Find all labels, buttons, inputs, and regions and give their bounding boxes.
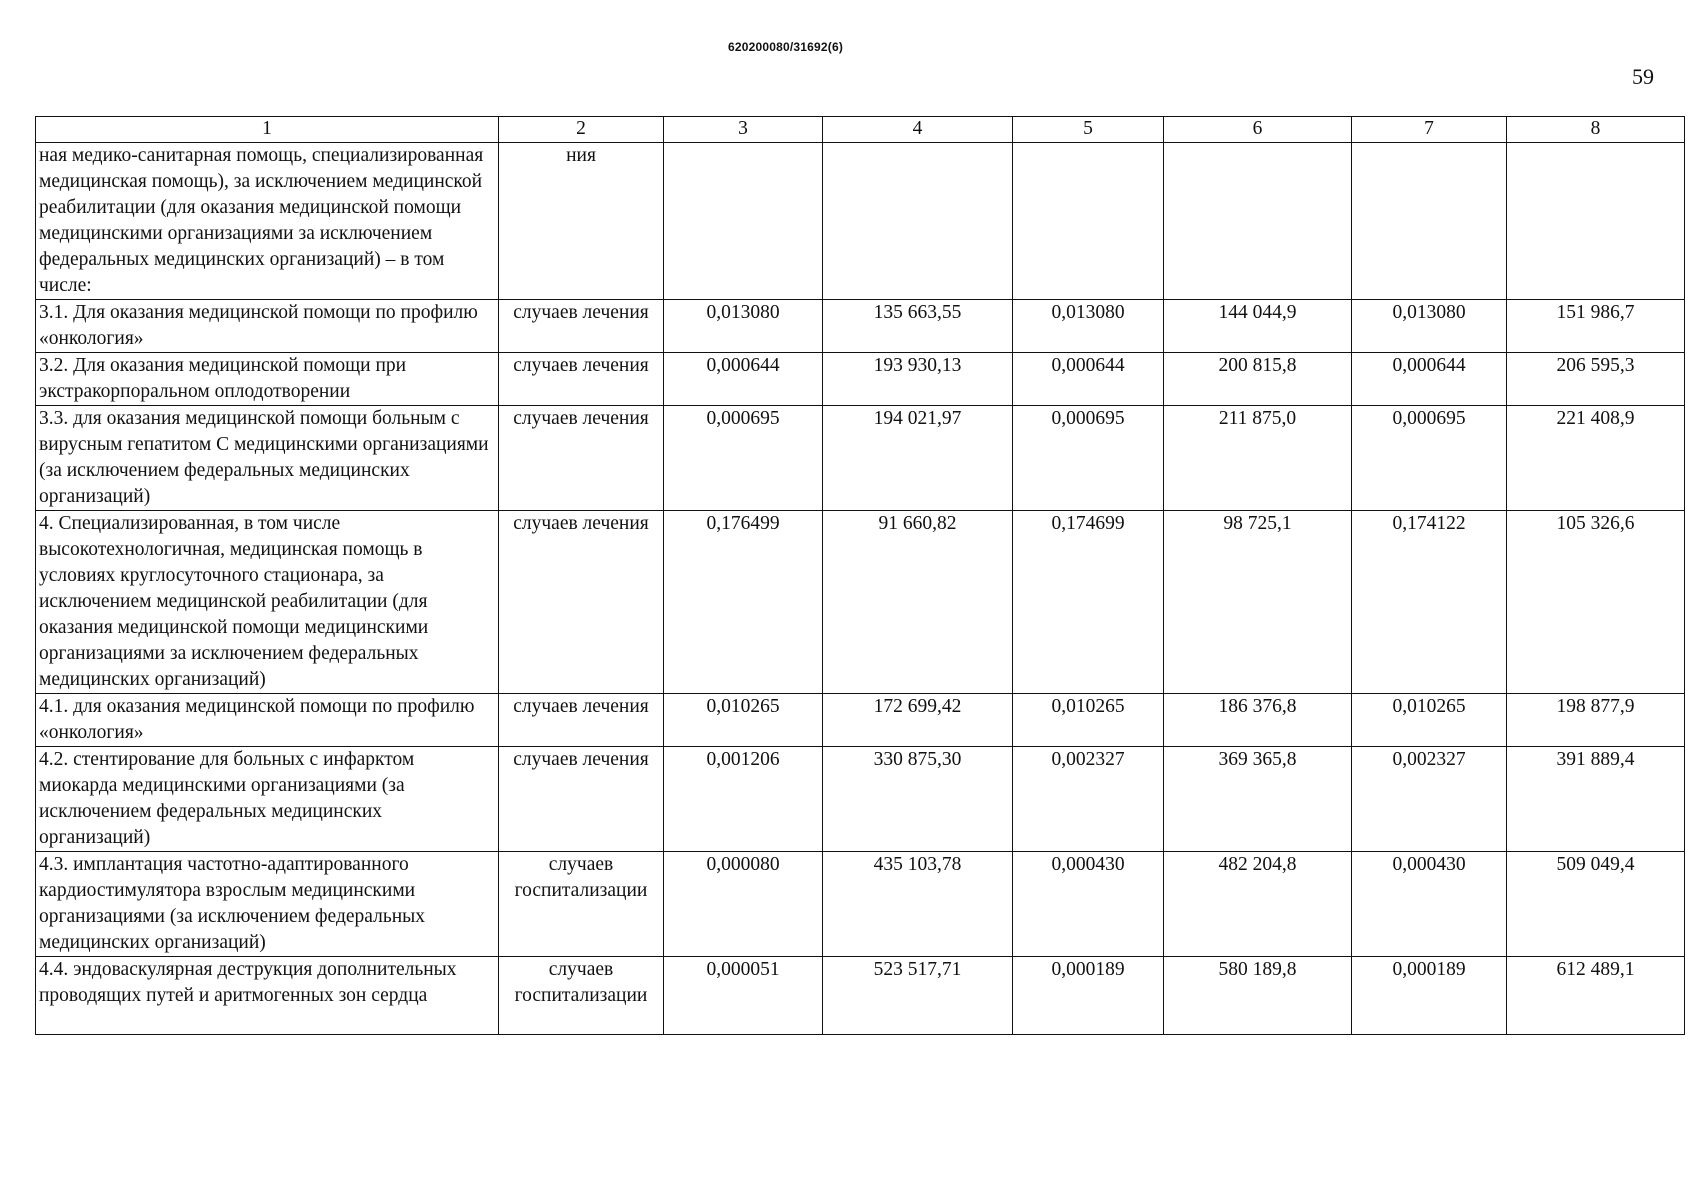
cell-value: 200 815,8	[1164, 353, 1352, 406]
row-description: 3.3. для оказания медицинской помощи больным с вирусным гепатитом С медицинскими организациями (за исключением федеральных медицинских организаций)	[36, 406, 499, 511]
column-header: 8	[1507, 117, 1685, 143]
cell-value: 523 517,71	[823, 957, 1013, 1035]
cell-value: 0,000644	[1352, 353, 1507, 406]
cell-value: 151 986,7	[1507, 300, 1685, 353]
cell-value: 0,000051	[664, 957, 823, 1035]
table-row	[36, 694, 1685, 747]
cell-value: 172 699,42	[823, 694, 1013, 747]
row-unit: ния	[499, 143, 664, 300]
cell-value: 330 875,30	[823, 747, 1013, 852]
cell-value	[823, 143, 1013, 300]
table-row	[36, 143, 1685, 300]
cell-value: 0,174699	[1013, 511, 1164, 694]
table-row	[36, 957, 1685, 1035]
cell-value: 135 663,55	[823, 300, 1013, 353]
table-row	[36, 406, 1685, 511]
cell-value: 0,000189	[1352, 957, 1507, 1035]
cell-value: 0,000695	[1013, 406, 1164, 511]
cell-value: 0,000644	[664, 353, 823, 406]
cell-value: 198 877,9	[1507, 694, 1685, 747]
column-header: 3	[664, 117, 823, 143]
table-row	[36, 511, 1685, 694]
row-description: 3.2. Для оказания медицинской помощи при экстракорпоральном оплодотворении	[36, 353, 499, 406]
row-unit: случаев лечения	[499, 353, 664, 406]
tariff-table	[35, 116, 1685, 1035]
table-row	[36, 747, 1685, 852]
cell-value: 435 103,78	[823, 852, 1013, 957]
row-unit: случаев лечения	[499, 511, 664, 694]
row-unit: случаев лечения	[499, 300, 664, 353]
cell-value: 391 889,4	[1507, 747, 1685, 852]
cell-value: 0,000695	[664, 406, 823, 511]
row-unit: случаев лечения	[499, 747, 664, 852]
cell-value: 0,174122	[1352, 511, 1507, 694]
cell-value: 221 408,9	[1507, 406, 1685, 511]
row-description: 4.2. стентирование для больных с инфарктом миокарда медицинскими организациями (за исключением федеральных медицинских организаций)	[36, 747, 499, 852]
row-unit: случаев госпитализации	[499, 852, 664, 957]
table-row	[36, 852, 1685, 957]
cell-value: 0,000080	[664, 852, 823, 957]
cell-value: 206 595,3	[1507, 353, 1685, 406]
cell-value: 105 326,6	[1507, 511, 1685, 694]
row-description: ная медико-санитарная помощь, специализированная медицинская помощь), за исключением медицинской реабилитации (для оказания медицинской помощи медицинскими организациями за исключением федеральных медицинских организаций) – в том числе:	[36, 143, 499, 300]
cell-value: 612 489,1	[1507, 957, 1685, 1035]
row-description: 3.1. Для оказания медицинской помощи по профилю «онкология»	[36, 300, 499, 353]
cell-value: 0,002327	[1013, 747, 1164, 852]
row-description: 4. Специализированная, в том числе высокотехнологичная, медицинская помощь в условиях круглосуточного стационара, за исключением медицинской реабилитации (для оказания медицинской помощи медицинскими организациями за исключением федеральных медицинских организаций)	[36, 511, 499, 694]
document-code: 620200080/31692(6)	[728, 40, 844, 54]
row-unit: случаев лечения	[499, 406, 664, 511]
row-unit: случаев госпитализации	[499, 957, 664, 1035]
row-unit: случаев лечения	[499, 694, 664, 747]
cell-value	[1013, 143, 1164, 300]
cell-value: 0,002327	[1352, 747, 1507, 852]
cell-value: 0,000430	[1013, 852, 1164, 957]
cell-value: 194 021,97	[823, 406, 1013, 511]
column-header: 4	[823, 117, 1013, 143]
cell-value: 0,001206	[664, 747, 823, 852]
column-header: 6	[1164, 117, 1352, 143]
cell-value: 144 044,9	[1164, 300, 1352, 353]
table-row	[36, 353, 1685, 406]
column-header: 1	[36, 117, 499, 143]
cell-value: 0,176499	[664, 511, 823, 694]
cell-value: 91 660,82	[823, 511, 1013, 694]
cell-value: 482 204,8	[1164, 852, 1352, 957]
cell-value	[1164, 143, 1352, 300]
cell-value	[1507, 143, 1685, 300]
cell-value	[664, 143, 823, 300]
cell-value: 0,013080	[1352, 300, 1507, 353]
cell-value: 0,013080	[1013, 300, 1164, 353]
cell-value: 186 376,8	[1164, 694, 1352, 747]
table-row	[36, 300, 1685, 353]
cell-value: 0,013080	[664, 300, 823, 353]
cell-value: 0,000644	[1013, 353, 1164, 406]
cell-value: 0,000695	[1352, 406, 1507, 511]
column-header: 2	[499, 117, 664, 143]
cell-value: 0,010265	[664, 694, 823, 747]
cell-value: 580 189,8	[1164, 957, 1352, 1035]
cell-value: 0,000189	[1013, 957, 1164, 1035]
cell-value: 98 725,1	[1164, 511, 1352, 694]
row-description: 4.4. эндоваскулярная деструкция дополнительных проводящих путей и аритмогенных зон сердца	[36, 957, 499, 1035]
cell-value: 369 365,8	[1164, 747, 1352, 852]
row-description: 4.3. имплантация частотно-адаптированного кардиостимулятора взрослым медицинскими организациями (за исключением федеральных медицинских организаций)	[36, 852, 499, 957]
cell-value: 509 049,4	[1507, 852, 1685, 957]
row-description: 4.1. для оказания медицинской помощи по профилю «онкология»	[36, 694, 499, 747]
column-header: 5	[1013, 117, 1164, 143]
column-header: 7	[1352, 117, 1507, 143]
column-numbers-row	[36, 117, 1685, 143]
cell-value: 193 930,13	[823, 353, 1013, 406]
cell-value: 0,010265	[1013, 694, 1164, 747]
cell-value: 0,010265	[1352, 694, 1507, 747]
cell-value	[1352, 143, 1507, 300]
cell-value: 0,000430	[1352, 852, 1507, 957]
page-number: 59	[1632, 64, 1654, 89]
cell-value: 211 875,0	[1164, 406, 1352, 511]
